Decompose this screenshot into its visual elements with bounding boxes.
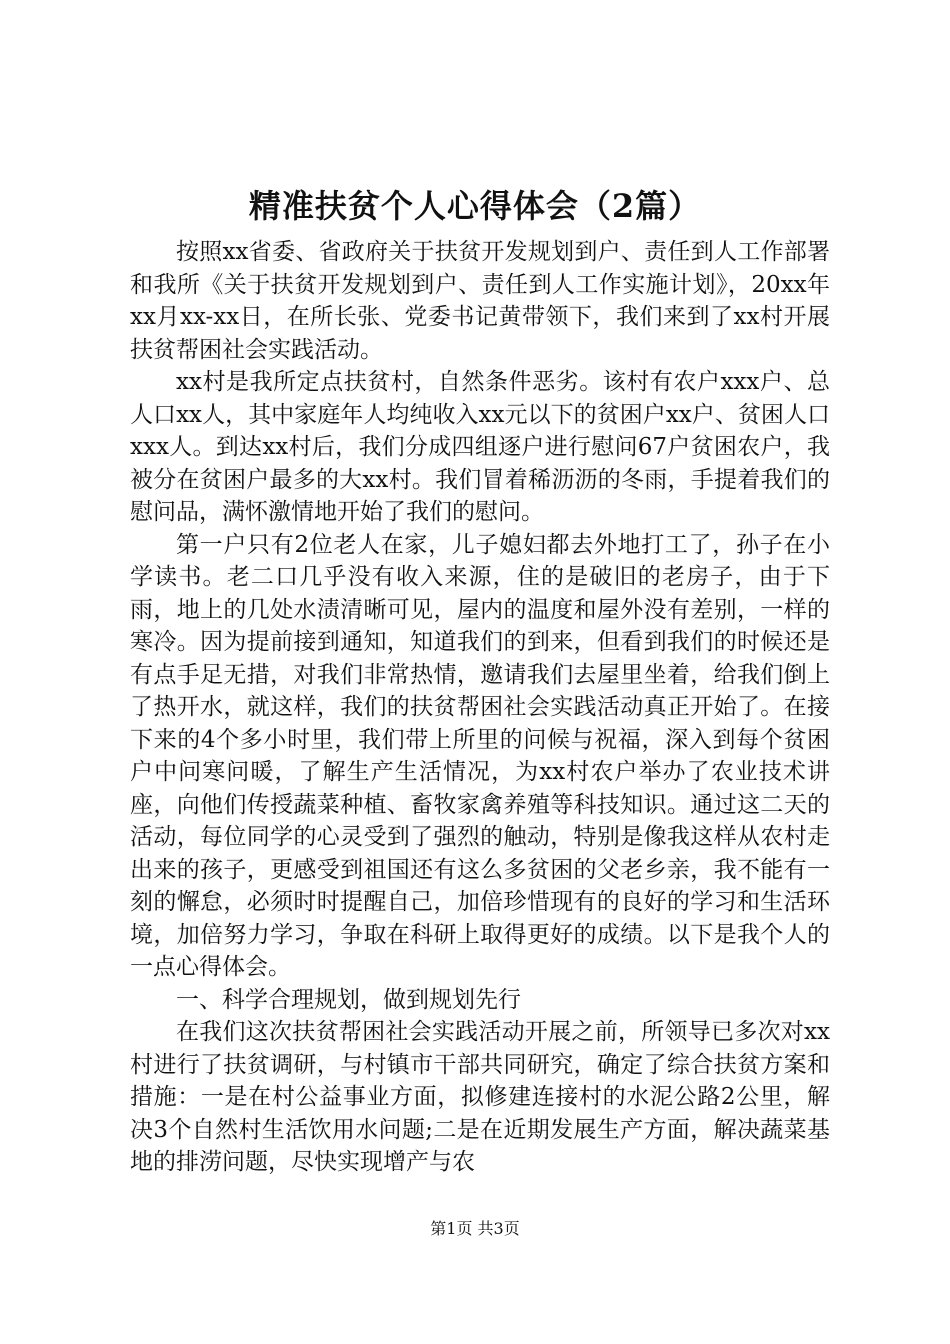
paragraph-village: xx村是我所定点扶贫村，自然条件恶劣。该村有农户xxx户、总人口xx人，其中家庭年人均纯收入xx元以下的贫困户xx户、贫困人口xxx人。到达xx村后，我们分成四组逐户进行慰问67户贫困农户，我被分在贫困户最多的大xx村。我们冒着稀沥沥的冬雨，手提着我们的慰问品，满怀激情地开始了我们的慰问。 — [130, 369, 830, 525]
paragraph-planning: 在我们这次扶贫帮困社会实践活动开展之前，所领导已多次对xx村进行了扶贫调研，与村镇市干部共同研究，确定了综合扶贫方案和措施：一是在村公益事业方面，拟修建连接村的水泥公路2公里，解决3个自然村生活饮用水问题;二是在近期发展生产方面，解决蔬菜基地的排涝问题，尽快实现增产与农 — [130, 1019, 830, 1175]
page-footer: 第1页 共3页 — [430, 1219, 520, 1238]
paragraph-intro: 按照xx省委、省政府关于扶贫开发规划到户、责任到人工作部署和我所《关于扶贫开发规划到户、责任到人工作实施计划》，20xx年xx月xx-xx日，在所长张、党委书记黄带领下，我们来到了xx村开展扶贫帮困社会实践活动。 — [130, 239, 830, 363]
document-body — [130, 236, 830, 1179]
paragraph-first-household: 第一户只有2位老人在家，儿子媳妇都去外地打工了，孙子在小学读书。老二口几乎没有收入来源，住的是破旧的老房子，由于下雨，地上的几处水渍清晰可见，屋内的温度和屋外没有差别，一样的寒冷。因为提前接到通知，知道我们的到来，但看到我们的时候还是有点手足无措，对我们非常热情，邀请我们去屋里坐着，给我们倒上了热开水，就这样，我们的扶贫帮困社会实践活动真正开始了。在接下来的4个多小时里，我们带上所里的问候与祝福，深入到每个贫困户中问寒问暖，了解生产生活情况，为xx村农户举办了农业技术讲座，向他们传授蔬菜种植、畜牧家禽养殖等科技知识。通过这二天的活动，每位同学的心灵受到了强烈的触动，特别是像我这样从农村走出来的孩子，更感受到祖国还有这么多贫困的父老乡亲，我不能有一刻的懈怠，必须时时提醒自己，加倍珍惜现有的良好的学习和生活环境，加倍努力学习，争取在科研上取得更好的成绩。以下是我个人的一点心得体会。 — [130, 531, 830, 980]
section-heading-1: 一、科学合理规划，做到规划先行 — [176, 986, 521, 1013]
document-title: 精准扶贫个人心得体会（2篇） — [248, 187, 702, 225]
